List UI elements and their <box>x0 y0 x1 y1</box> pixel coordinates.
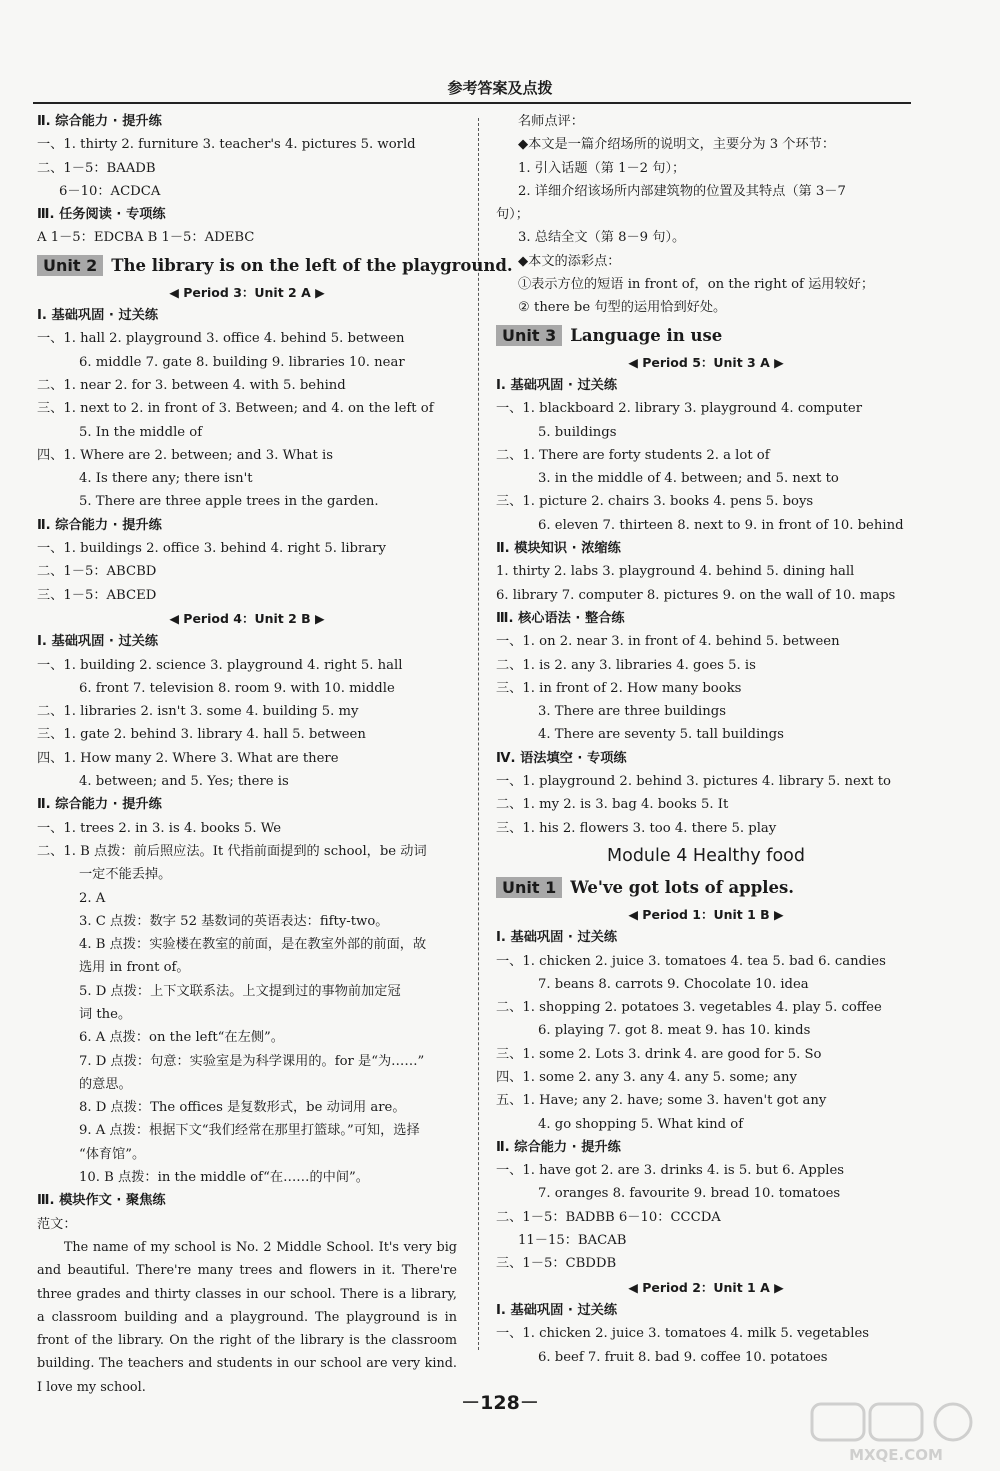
answer-line: 一、1. on 2. near 3. in front of 4. behind 5. between <box>496 634 840 650</box>
unit-heading <box>37 250 513 281</box>
answer-line: 三、1. his 2. flowers 3. too 4. there 5. play <box>496 820 777 836</box>
page-header-title: 参考答案及点拨 <box>447 79 553 97</box>
period-heading: ◀ Period 2：Unit 1 A ▶ <box>628 1279 784 1295</box>
answer-line: 6－10：ACDCA <box>59 183 161 199</box>
answer-line: 一、1. have got 2. are 3. drinks 4. is 5. but 6. Apples <box>496 1163 845 1179</box>
answer-line: 3. 总结全文（第 8－9 句）。 <box>518 230 686 246</box>
answer-line: 6. playing 7. got 8. meat 9. has 10. kinds <box>538 1023 811 1039</box>
answer-line: 三、1－5：ABCED <box>37 587 157 603</box>
page-number: －128－ <box>461 1392 539 1414</box>
answer-line: 3. There are three buildings <box>538 704 726 720</box>
unit-badge: Unit 1 <box>496 877 562 898</box>
answer-line: 一、1. chicken 2. juice 3. tomatoes 4. milk 5. vegetables <box>496 1326 870 1342</box>
answer-line: 6. eleven 7. thirteen 8. next to 9. in front of 10. behind <box>538 517 904 533</box>
answer-line: 选用 in front of。 <box>79 960 190 976</box>
answer-line: 4. Is there any; there isn't <box>79 471 253 487</box>
answer-line: 二、1－5：BADBB 6－10：CCCDA <box>496 1209 721 1225</box>
section-heading: Ⅱ. 综合能力 · 提升练 <box>496 1139 621 1155</box>
answer-line: 7. beans 8. carrots 9. Chocolate 10. idea <box>538 976 809 992</box>
watermark-logo <box>808 1400 983 1465</box>
section-heading: Ⅱ. 模块知识 · 浓缩练 <box>496 541 621 557</box>
answer-line: 一、1. buildings 2. office 3. behind 4. right 5. library <box>37 541 386 557</box>
answer-line: 3. C 点拨：数字 52 基数词的英语表达：fifty-two。 <box>79 913 389 929</box>
unit-title: We've got lots of apples. <box>570 877 795 897</box>
section-heading: Ⅰ. 基础巩固 · 过关练 <box>37 634 159 650</box>
section-heading: Ⅲ. 任务阅读 · 专项练 <box>37 207 166 223</box>
answer-line: 6. middle 7. gate 8. building 9. libraries 10. near <box>79 354 405 370</box>
right-column <box>496 110 916 1369</box>
module-heading: Module 4 Healthy food <box>607 845 805 866</box>
answer-line: 1. 引入话题（第 1－2 句）； <box>518 160 686 176</box>
unit-badge: Unit 2 <box>37 255 103 276</box>
answer-line: 词 the。 <box>79 1006 132 1022</box>
answer-line: 二、1. B 点拨：前后照应法。It 代指前面提到的 school，be 动词 <box>37 843 427 859</box>
answer-line: ◆本文是一篇介绍场所的说明文，主要分为 3 个环节： <box>518 137 836 153</box>
answer-line: 三、1－5：CBDDB <box>496 1256 617 1272</box>
answer-line: 三、1. next to 2. in front of 3. Between; and 4. on the left of <box>37 401 434 417</box>
section-heading: Ⅰ. 基础巩固 · 过关练 <box>496 377 618 393</box>
answer-line: 7. D 点拨：句意：实验室是为科学课用的。for 是“为……” <box>79 1053 425 1069</box>
answer-line: 2. 详细介绍该场所内部建筑物的位置及其特点（第 3－7 <box>518 183 846 199</box>
answer-line: ② there be 句型的运用恰到好处。 <box>518 300 727 316</box>
unit-heading <box>496 872 916 903</box>
answer-line: 6. library 7. computer 8. pictures 9. on the wall of 10. maps <box>496 587 896 603</box>
answer-line: 二、1. shopping 2. potatoes 3. vegetables 4. play 5. coffee <box>496 1000 882 1016</box>
answer-line: 三、1. picture 2. chairs 3. books 4. pens 5. boys <box>496 494 814 510</box>
answer-line: 4. There are seventy 5. tall buildings <box>538 727 784 743</box>
period-heading: ◀ Period 1：Unit 1 B ▶ <box>628 906 784 922</box>
section-heading: Ⅱ. 综合能力 · 提升练 <box>37 797 162 813</box>
answer-line: 一、1. building 2. science 3. playground 4. right 5. hall <box>37 657 403 673</box>
answer-line: 二、1. There are forty students 2. a lot of <box>496 447 770 463</box>
section-heading: Ⅱ. 综合能力 · 提升练 <box>37 114 162 129</box>
answer-line: 四、1. Where are 2. between; and 3. What is <box>37 447 333 463</box>
answer-line: 9. A 点拨：根据下文“我们经常在那里打篮球。”可知，选择 <box>79 1123 420 1139</box>
answer-line: 7. oranges 8. favourite 9. bread 10. tomatoes <box>538 1186 841 1202</box>
answer-line: 8. D 点拨：The offices 是复数形式，be 动词用 are。 <box>79 1100 406 1116</box>
section-heading: Ⅰ. 基础巩固 · 过关练 <box>37 308 159 324</box>
watermark-text: MXQE.COM <box>849 1446 943 1464</box>
answer-line: 一、1. playground 2. behind 3. pictures 4. library 5. next to <box>496 774 891 790</box>
header-rule <box>33 102 911 104</box>
answer-line: 2. A <box>79 890 106 906</box>
unit-title: Language in use <box>570 325 723 345</box>
answer-line: 1. thirty 2. labs 3. playground 4. behind 5. dining hall <box>496 564 855 580</box>
answer-line: 三、1. in front of 2. How many books <box>496 680 742 696</box>
unit-title: The library is on the left of the playground. <box>111 255 513 275</box>
answer-line: 一、1. thirty 2. furniture 3. teacher's 4. pictures 5. world <box>37 137 416 153</box>
answer-line: ①表示方位的短语 in front of，on the right of 运用较好； <box>518 277 875 293</box>
section-heading: Ⅲ. 模块作文 · 聚焦练 <box>37 1193 166 1209</box>
answer-line: 二、1. near 2. for 3. between 4. with 5. behind <box>37 377 346 393</box>
answer-line: 五、1. Have; any 2. have; some 3. haven't got any <box>496 1093 827 1109</box>
answer-line: 一、1. trees 2. in 3. is 4. books 5. We <box>37 820 282 836</box>
answer-line: 一、1. hall 2. playground 3. office 4. behind 5. between <box>37 331 405 347</box>
section-heading: Ⅰ. 基础巩固 · 过关练 <box>496 930 618 946</box>
answer-line: “体育馆”。 <box>79 1146 146 1162</box>
left-column <box>37 110 513 1399</box>
period-heading: ◀ Period 5：Unit 3 A ▶ <box>628 354 784 370</box>
answer-line: 的意思。 <box>79 1076 132 1092</box>
answer-line: 5. In the middle of <box>79 424 203 440</box>
answer-line: 二、1. is 2. any 3. libraries 4. goes 5. is <box>496 657 756 673</box>
answer-line: 三、1. gate 2. behind 3. library 4. hall 5. between <box>37 727 366 743</box>
answer-line: 3. in the middle of 4. between; and 5. next to <box>538 471 839 487</box>
answer-line: 四、1. some 2. any 3. any 4. any 5. some; any <box>496 1069 797 1085</box>
period-heading: ◀ Period 4：Unit 2 B ▶ <box>169 610 325 626</box>
section-heading: Ⅳ. 语法填空 · 专项练 <box>496 750 627 766</box>
answer-line: 名师点评： <box>518 114 584 129</box>
unit-badge: Unit 3 <box>496 325 562 346</box>
answer-line: 范文： <box>37 1216 77 1232</box>
answer-line: 一定不能丢掉。 <box>79 867 172 883</box>
answer-line: 二、1. my 2. is 3. bag 4. books 5. It <box>496 797 729 813</box>
answer-line: 三、1. some 2. Lots 3. drink 4. are good for 5. So <box>496 1046 822 1062</box>
answer-line: 6. front 7. television 8. room 9. with 10. middle <box>79 680 395 696</box>
answer-line: 一、1. chicken 2. juice 3. tomatoes 4. tea 5. bad 6. candies <box>496 953 886 969</box>
answer-line: 4. between; and 5. Yes; there is <box>79 774 289 790</box>
answer-line: 5. There are three apple trees in the garden. <box>79 494 379 510</box>
answer-line: ◆本文的添彩点： <box>518 253 621 269</box>
answer-line: 句）； <box>496 207 529 223</box>
answer-line: 6. beef 7. fruit 8. bad 9. coffee 10. potatoes <box>538 1349 828 1365</box>
answer-line: 二、1－5：ABCBD <box>37 564 157 580</box>
answer-line: 4. go shopping 5. What kind of <box>538 1116 744 1132</box>
answer-line: 6. A 点拨：on the left“在左侧”。 <box>79 1030 284 1046</box>
answer-line: 5. D 点拨：上下文联系法。上文提到过的事物前加定冠 <box>79 983 401 999</box>
answer-line: 10. B 点拨：in the middle of“在……的中间”。 <box>79 1170 369 1186</box>
answer-line: 11－15：BACAB <box>518 1233 627 1249</box>
unit-heading <box>496 320 916 351</box>
answer-line: 4. B 点拨：实验楼在教室的前面，是在教室外部的前面，故 <box>79 937 427 953</box>
section-heading: Ⅱ. 综合能力 · 提升练 <box>37 517 162 533</box>
model-essay: The name of my school is No. 2 Middle School. It's very big and beautiful. There're many trees and flowers in it. There're three grades and thirty classes in our school. There is a library, a classroom building and a playground. The playground is in front of the library. On the right of the library is the classroom building. The teachers and students in our school are very kind. I love my school. <box>37 1239 457 1395</box>
section-heading: Ⅲ. 核心语法 · 整合练 <box>496 610 625 626</box>
answer-line: 四、1. How many 2. Where 3. What are there <box>37 750 339 766</box>
answer-line: A 1－5：EDCBA B 1－5：ADEBC <box>37 230 255 246</box>
answer-line: 5. buildings <box>538 424 617 440</box>
section-heading: Ⅰ. 基础巩固 · 过关练 <box>496 1302 618 1318</box>
answer-line: 二、1－5：BAADB <box>37 160 156 176</box>
column-divider <box>478 118 479 1350</box>
period-heading: ◀ Period 3：Unit 2 A ▶ <box>169 284 325 300</box>
answer-line: 一、1. blackboard 2. library 3. playground 4. computer <box>496 401 862 417</box>
answer-line: 二、1. libraries 2. isn't 3. some 4. building 5. my <box>37 704 359 720</box>
